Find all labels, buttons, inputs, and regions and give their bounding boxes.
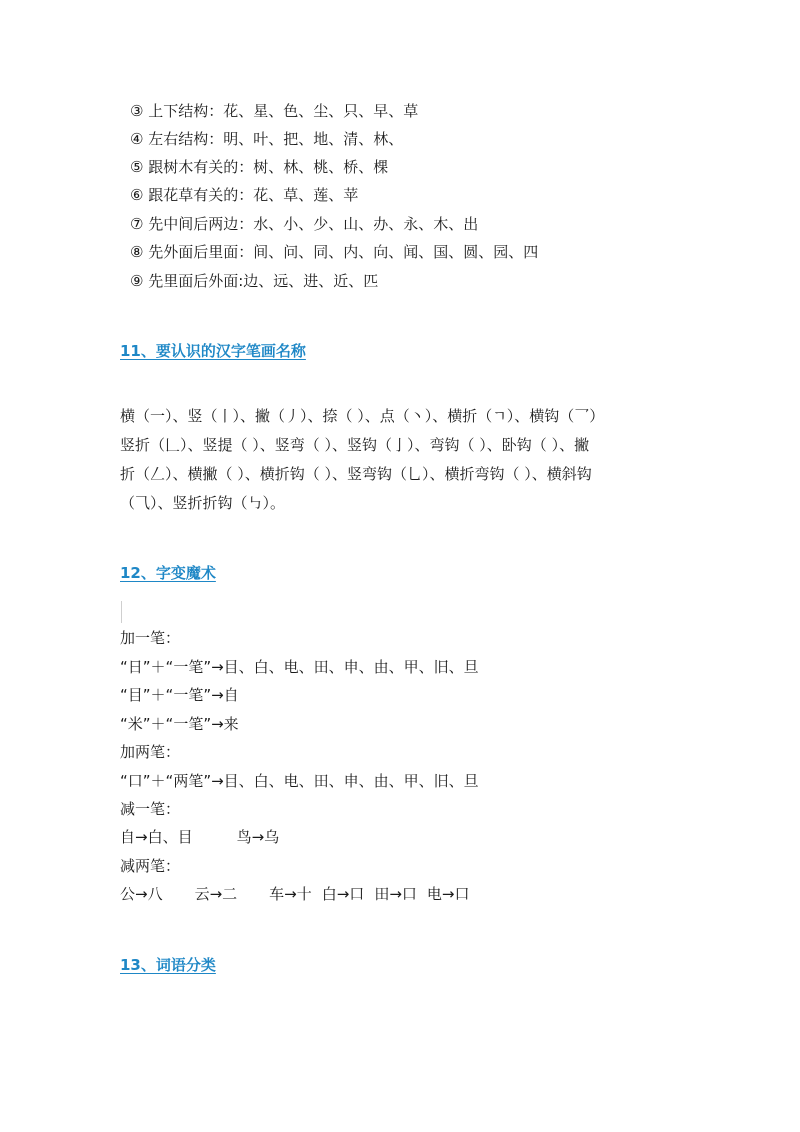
structure-item: ⑨ 先里面后外面:边、远、进、近、匹	[130, 272, 379, 290]
magic-line: “米”＋“一笔”→来	[120, 715, 239, 733]
magic-line: “日”＋“一笔”→目、白、电、田、申、由、甲、旧、旦	[120, 658, 479, 676]
structure-item: ⑦ 先中间后两边：水、小、少、山、办、永、木、出	[130, 215, 479, 233]
sub-two-item: 车→十	[269, 885, 312, 903]
sub-one-item: 鸟→乌	[236, 828, 280, 846]
sub-one-label: 减一笔：	[120, 800, 181, 818]
sub-two-item: 公→八	[120, 885, 163, 903]
structure-item: ⑧ 先外面后里面：间、问、同、内、向、闻、国、圆、园、四	[130, 243, 539, 261]
sub-two-item: 云→二	[194, 885, 238, 903]
structure-item: ③ 上下结构：花、星、色、尘、只、早、草	[130, 102, 419, 120]
sub-two-label: 减两笔：	[120, 857, 181, 875]
stroke-line: （⺄）、竖折折钩（㇉）。	[120, 494, 286, 512]
sub-two-item: 田→口	[374, 885, 417, 903]
magic-line: “口”＋“两笔”→目、白、电、田、申、由、甲、旧、旦	[120, 772, 479, 790]
stroke-line: 横（一）、竖（丨）、撇（丿）、捺（ ）、点（丶）、横折（ㄱ）、横钩（乛）	[120, 407, 605, 425]
magic-line: “目”＋“一笔”→自	[120, 686, 239, 704]
stroke-line: 竖折（𠃊）、竖提（ ）、竖弯（ ）、竖钩（亅）、弯钩（ ）、卧钩（ ）、撇	[120, 436, 590, 454]
sub-two-line	[120, 884, 469, 904]
text-cursor	[121, 601, 122, 623]
section-13-heading: 13、词语分类	[120, 956, 216, 974]
section-12-heading: 12、字变魔术	[120, 564, 216, 582]
stroke-line: 折（𠃋）、横撇（ ）、横折钩（ ）、竖弯钩（乚）、横折弯钩（ ）、横斜钩	[120, 465, 592, 483]
add-one-label: 加一笔：	[120, 629, 181, 647]
structure-item: ⑥ 跟花草有关的：花、草、莲、苹	[130, 186, 359, 204]
sub-one-item: 自→白、目	[120, 828, 193, 846]
sub-two-item: 电→口	[426, 885, 470, 903]
sub-one-line	[120, 827, 279, 847]
section-11-heading: 11、要认识的汉字笔画名称	[120, 342, 306, 360]
sub-two-item: 白→口	[321, 885, 365, 903]
structure-item: ④ 左右结构：明、叶、把、地、清、林、	[130, 130, 404, 148]
structure-item: ⑤ 跟树木有关的：树、林、桃、桥、棵	[130, 158, 389, 176]
add-two-label: 加两笔：	[120, 743, 181, 761]
